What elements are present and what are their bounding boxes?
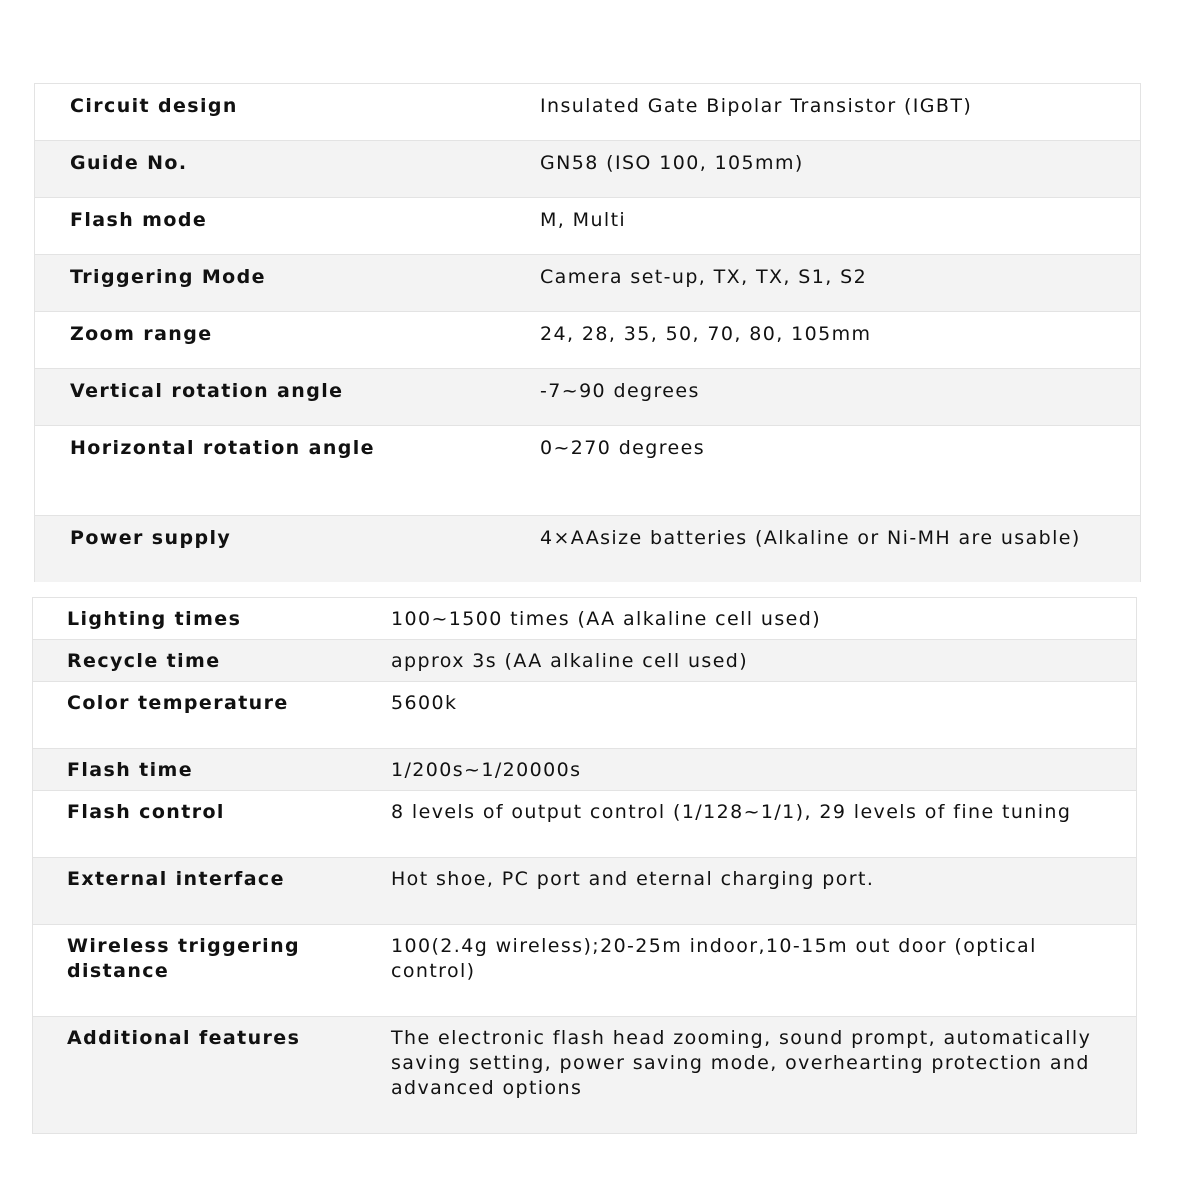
spec-label: Horizontal rotation angle — [35, 426, 507, 516]
spec-value: 8 levels of output control (1/128~1/1), 29 levels of fine tuning — [391, 791, 1137, 858]
spec-label: Flash time — [33, 749, 392, 791]
spec-value: M, Multi — [506, 198, 1141, 255]
spec-label: Guide No. — [35, 141, 507, 198]
table-row — [35, 426, 1141, 516]
spec-value: Camera set-up, TX, TX, S1, S2 — [506, 255, 1141, 312]
spec-label: Lighting times — [33, 598, 392, 640]
table-row — [33, 925, 1137, 1017]
table-row — [35, 198, 1141, 255]
table-row — [33, 682, 1137, 749]
spec-label: Recycle time — [33, 640, 392, 682]
spec-label: Wireless triggering distance — [33, 925, 392, 1017]
spec-label: Triggering Mode — [35, 255, 507, 312]
spec-value: GN58 (ISO 100, 105mm) — [506, 141, 1141, 198]
spec-value: 24, 28, 35, 50, 70, 80, 105mm — [506, 312, 1141, 369]
table-row — [35, 516, 1141, 583]
table-row — [35, 255, 1141, 312]
table-row — [33, 640, 1137, 682]
spec-value: 100(2.4g wireless);20-25m indoor,10-15m out door (optical control) — [391, 925, 1137, 1017]
table-row — [35, 84, 1141, 141]
spec-value: 1/200s~1/20000s — [391, 749, 1137, 791]
spec-label: Color temperature — [33, 682, 392, 749]
spec-value: 100~1500 times (AA alkaline cell used) — [391, 598, 1137, 640]
spec-label: External interface — [33, 858, 392, 925]
table-row — [33, 749, 1137, 791]
spec-value: 5600k — [391, 682, 1137, 749]
spec-label: Power supply — [35, 516, 507, 583]
spec-value: 4×AAsize batteries (Alkaline or Ni-MH are usable) — [506, 516, 1141, 583]
spec-table-2 — [32, 597, 1137, 1134]
spec-value: -7~90 degrees — [506, 369, 1141, 426]
spec-label: Flash mode — [35, 198, 507, 255]
spec-value: Insulated Gate Bipolar Transistor (IGBT) — [506, 84, 1141, 141]
spec-value: 0~270 degrees — [506, 426, 1141, 516]
spec-table-1 — [34, 83, 1141, 582]
spec-label: Flash control — [33, 791, 392, 858]
table-row — [35, 312, 1141, 369]
table-row — [33, 1017, 1137, 1134]
table-row — [35, 369, 1141, 426]
table-row — [33, 791, 1137, 858]
spec-value: The electronic flash head zooming, sound prompt, automatically saving setting, power saving mode, overhearting protection and advanced options — [391, 1017, 1137, 1134]
spec-label: Additional features — [33, 1017, 392, 1134]
table-row — [35, 141, 1141, 198]
spec-label: Circuit design — [35, 84, 507, 141]
spec-label: Vertical rotation angle — [35, 369, 507, 426]
table-row — [33, 858, 1137, 925]
table-row — [33, 598, 1137, 640]
spec-value: Hot shoe, PC port and eternal charging port. — [391, 858, 1137, 925]
spec-label: Zoom range — [35, 312, 507, 369]
spec-value: approx 3s (AA alkaline cell used) — [391, 640, 1137, 682]
